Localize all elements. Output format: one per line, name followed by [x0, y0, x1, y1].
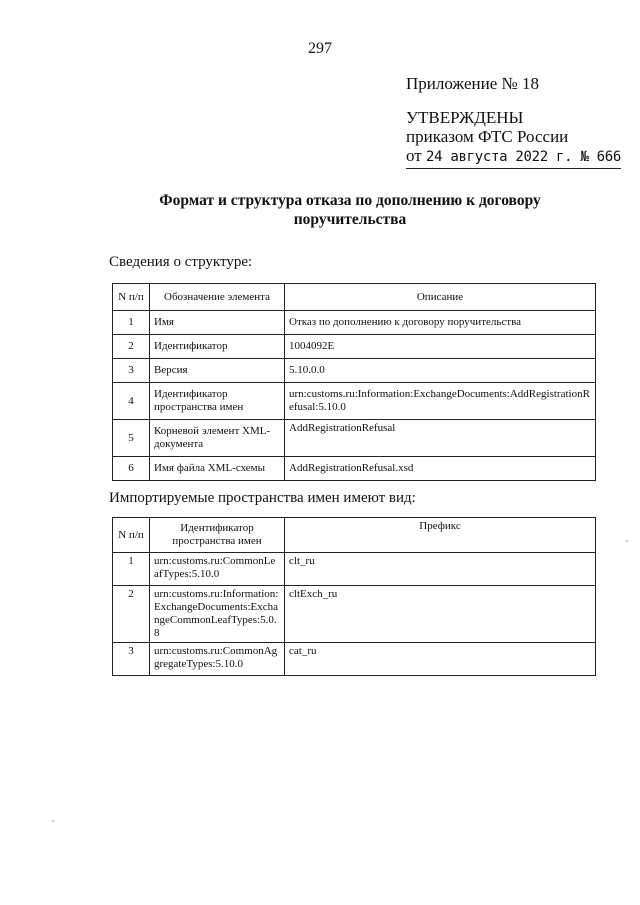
approval-date-line — [406, 146, 621, 169]
appendix-label: Приложение № 18 — [406, 74, 539, 93]
row-num: 1 — [113, 553, 150, 586]
namespaces-table — [112, 517, 596, 676]
scan-speck — [626, 540, 628, 542]
header-element: Обозначение элемента — [150, 284, 285, 311]
row-description: Отказ по дополнению к договору поручительства — [285, 311, 596, 335]
structure-section-label: Сведения о структуре: — [109, 254, 253, 270]
row-description: 1004092E — [285, 335, 596, 359]
table-row — [113, 335, 596, 359]
header-num: N п/п — [113, 518, 150, 553]
row-num: 6 — [113, 457, 150, 481]
title-line-2: поручительства — [293, 211, 407, 228]
table-row — [113, 311, 596, 335]
title-line-1: Формат и структура отказа по дополнению к договору — [159, 192, 541, 209]
row-prefix: cltExch_ru — [285, 586, 596, 643]
table-row — [113, 359, 596, 383]
header-prefix: Префикс — [285, 518, 596, 553]
table-row — [113, 553, 596, 586]
table-row — [113, 420, 596, 457]
table-header-row — [113, 284, 596, 311]
header-num: N п/п — [113, 284, 150, 311]
row-num: 2 — [113, 586, 150, 643]
row-description: urn:customs.ru:Information:ExchangeDocuments:AddRegistrationRefusal:5.10.0 — [285, 383, 596, 420]
row-prefix: cat_ru — [285, 643, 596, 676]
row-num: 1 — [113, 311, 150, 335]
row-element: Версия — [150, 359, 285, 383]
table-row — [113, 643, 596, 676]
table-header-row — [113, 518, 596, 553]
approval-block — [406, 108, 621, 169]
row-description: AddRegistrationRefusal.xsd — [285, 457, 596, 481]
approval-line-1: УТВЕРЖДЕНЫ — [406, 108, 524, 127]
table-row — [113, 586, 596, 643]
row-prefix: clt_ru — [285, 553, 596, 586]
header-namespace: Идентификатор пространства имен — [150, 518, 285, 553]
row-num: 2 — [113, 335, 150, 359]
approval-date-prefix: от — [406, 146, 422, 165]
row-element: Идентификатор — [150, 335, 285, 359]
approval-line-2: приказом ФТС России — [406, 127, 569, 146]
row-num: 3 — [113, 643, 150, 676]
approval-date-stamp: 24 августа 2022 г. № 666 — [425, 149, 622, 165]
namespaces-section-label: Импортируемые пространства имен имеют вид: — [109, 490, 416, 506]
row-num: 5 — [113, 420, 150, 457]
row-namespace: urn:customs.ru:CommonLeafTypes:5.10.0 — [150, 553, 285, 586]
row-element: Идентификатор пространства имен — [150, 383, 285, 420]
row-element: Имя — [150, 311, 285, 335]
table-row — [113, 383, 596, 420]
page-number: 297 — [308, 40, 332, 57]
row-element: Корневой элемент XML-документа — [150, 420, 285, 457]
header-description: Описание — [285, 284, 596, 311]
row-description: 5.10.0.0 — [285, 359, 596, 383]
row-element: Имя файла XML-схемы — [150, 457, 285, 481]
document-title — [140, 191, 560, 229]
row-namespace: urn:customs.ru:Information:ExchangeDocuments:ExchangeCommonLeafTypes:5.0.8 — [150, 586, 285, 643]
table-row — [113, 457, 596, 481]
structure-table — [112, 283, 596, 481]
scan-speck — [52, 820, 54, 822]
row-namespace: urn:customs.ru:CommonAggregateTypes:5.10.0 — [150, 643, 285, 676]
row-num: 4 — [113, 383, 150, 420]
row-description: AddRegistrationRefusal — [285, 420, 596, 457]
row-num: 3 — [113, 359, 150, 383]
